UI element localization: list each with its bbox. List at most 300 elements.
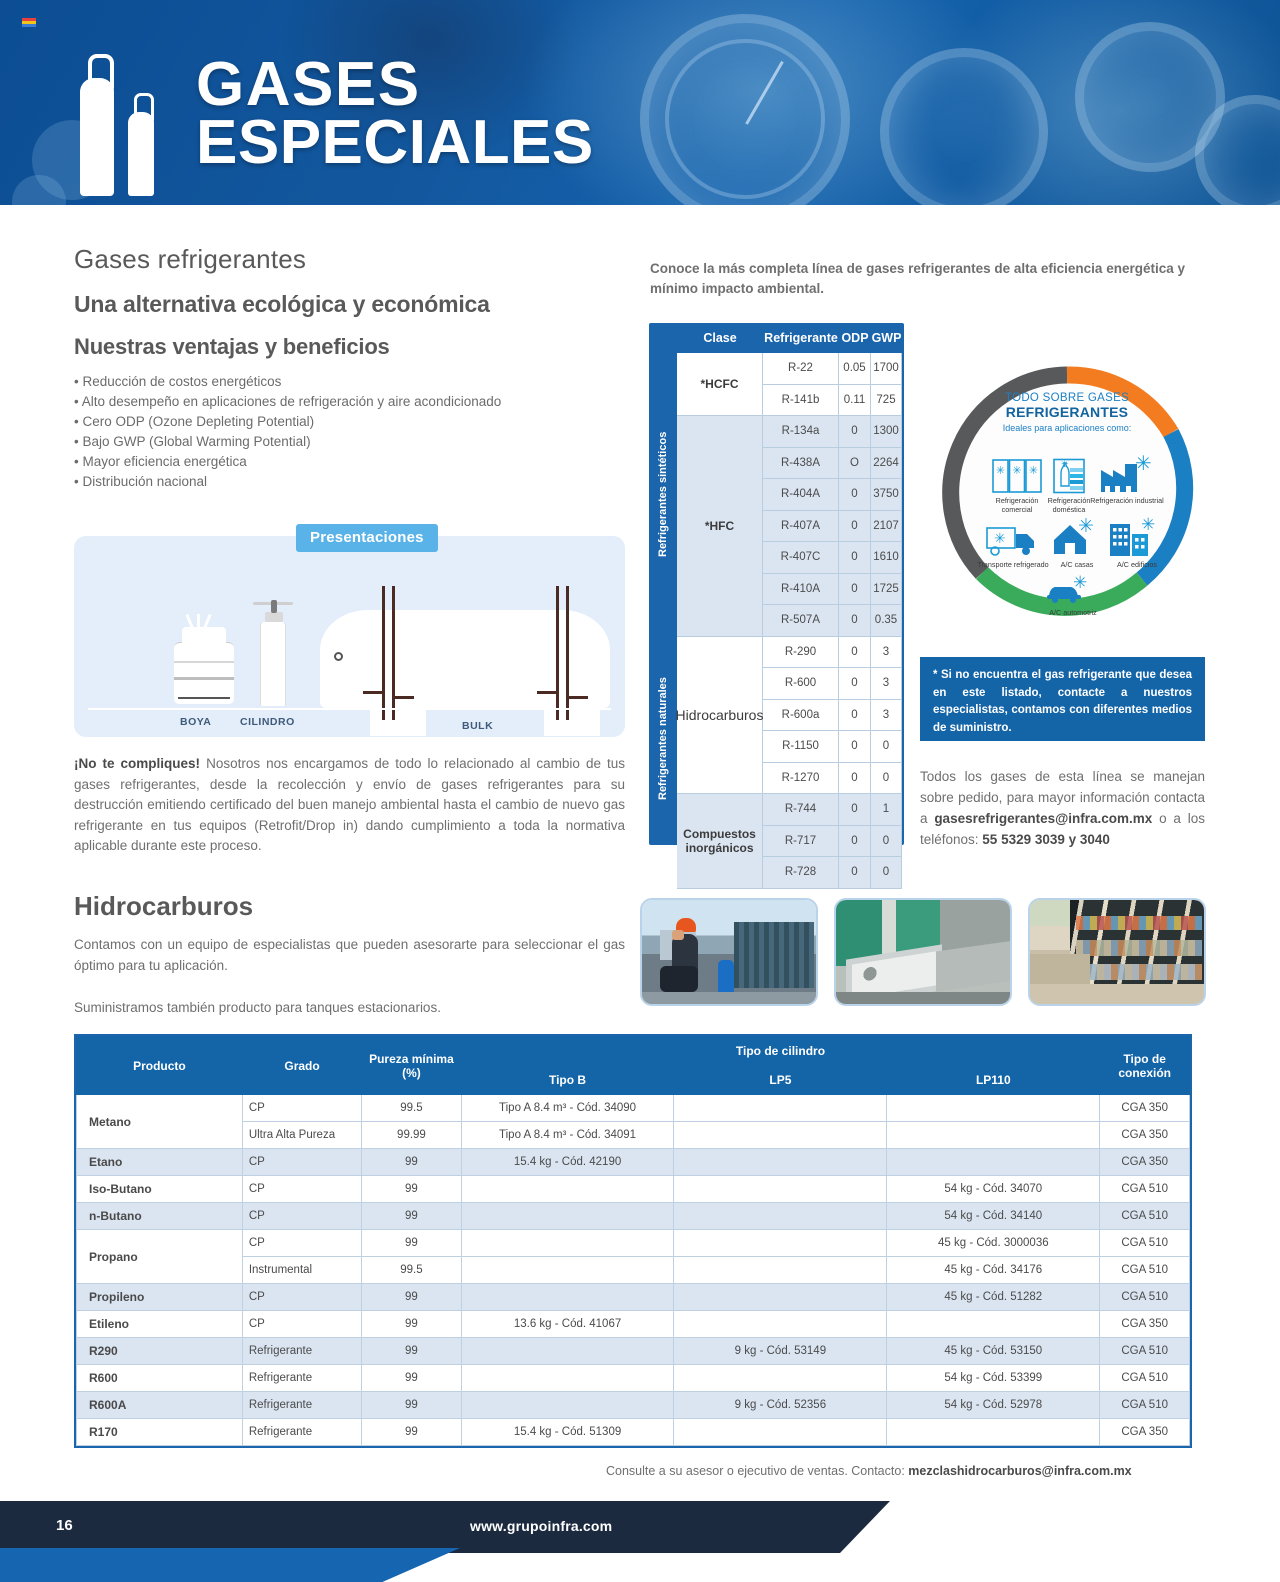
cell-gwp: 1610: [871, 542, 902, 574]
cell-lp110: [887, 1095, 1100, 1122]
cell-tipo-b: 13.6 kg - Cód. 41067: [461, 1311, 674, 1338]
table-row: [763, 511, 902, 543]
cell-gwp: 0: [871, 763, 902, 795]
cell-odp: O: [839, 448, 871, 480]
boya-line: [178, 697, 230, 699]
cell-odp: 0: [839, 574, 871, 606]
cell-grado: CP: [242, 1149, 361, 1176]
cell-gwp: 3: [871, 700, 902, 732]
cell-lp5: [674, 1176, 887, 1203]
cell-odp: 0: [839, 416, 871, 448]
table-row: [763, 385, 902, 417]
infographic-icons: [932, 358, 1202, 628]
header-grado: Grado: [242, 1037, 361, 1095]
cell-lp5: [674, 1311, 887, 1338]
no-te-compliques-bold: ¡No te compliques!: [74, 756, 201, 771]
bulk-leg: [544, 708, 600, 736]
cell-producto: R290: [77, 1338, 243, 1365]
cell-tipo-b: [461, 1284, 674, 1311]
cell-odp: 0: [839, 637, 871, 669]
cell-conexion: CGA 510: [1100, 1284, 1190, 1311]
banner-title-line1: GASES: [196, 50, 421, 119]
benefits-list: [74, 372, 626, 492]
refrigerants-infographic: [932, 358, 1202, 628]
svg-text:✳: ✳: [994, 531, 1006, 547]
footer-website[interactable]: www.grupoinfra.com: [470, 1518, 613, 1534]
car-ac-icon: [1045, 574, 1101, 606]
cell-pureza: 99: [362, 1311, 461, 1338]
cell-grado: CP: [242, 1284, 361, 1311]
table-row: [763, 574, 902, 606]
cell-ref: R-507A: [763, 605, 839, 637]
infographic-caption: A/C casas: [1060, 560, 1094, 569]
products-table-footnote: [606, 1464, 1206, 1478]
table-row: [763, 448, 902, 480]
cell-gwp: 2264: [871, 448, 902, 480]
table-row: [77, 1257, 1190, 1284]
header-lp110: LP110: [887, 1066, 1100, 1095]
cell-producto: Etileno: [77, 1311, 243, 1338]
boya-line: [174, 661, 234, 663]
bulk-pipe: [566, 696, 588, 699]
cell-grado: CP: [242, 1203, 361, 1230]
cell-conexion: CGA 510: [1100, 1392, 1190, 1419]
cell-pureza: 99.99: [362, 1122, 461, 1149]
list-item: • Reducción de costos energéticos: [74, 372, 626, 392]
svg-text:✳: ✳: [995, 464, 1006, 477]
cell-odp: 0: [839, 857, 871, 889]
cell-tipo-b: Tipo A 8.4 m³ - Cód. 34091: [461, 1122, 674, 1149]
cell-lp5: 9 kg - Cód. 53149: [674, 1338, 887, 1365]
table-row: [763, 826, 902, 858]
cell-ref: R-1270: [763, 763, 839, 795]
cell-odp: 0: [839, 479, 871, 511]
bulk-pipe: [392, 586, 395, 720]
contact-email[interactable]: gasesrefrigerantes@infra.com.mx: [934, 811, 1153, 826]
cell-odp: 0: [839, 794, 871, 826]
table-row: [763, 605, 902, 637]
cell-grado: Ultra Alta Pureza: [242, 1122, 361, 1149]
list-item: • Bajo GWP (Global Warming Potential): [74, 432, 626, 452]
cell-pureza: 99: [362, 1284, 461, 1311]
infographic-caption: A/C edificios: [1117, 560, 1157, 569]
infographic-item-industrial: [1090, 454, 1164, 505]
infographic-title-line2: REFRIGERANTES: [1005, 404, 1129, 420]
refrigerants-table-side-labels: [649, 323, 677, 845]
table-row: [763, 353, 902, 385]
cell-conexion: CGA 350: [1100, 1311, 1190, 1338]
boya-valve-icon: [188, 614, 220, 628]
cell-grado: Refrigerante: [242, 1392, 361, 1419]
cell-odp: 0: [839, 731, 871, 763]
refrigerant-class-cell: *HCFC: [677, 353, 763, 416]
cell-odp: 0: [839, 763, 871, 795]
infographic-item-buildings: [1100, 516, 1174, 569]
cell-tipo-b: [461, 1230, 674, 1257]
left-column: [74, 244, 626, 492]
refrigerants-table-header: [677, 325, 902, 353]
cell-gwp: 1300: [871, 416, 902, 448]
label-cilindro: CILINDRO: [240, 716, 295, 728]
footer-bar: [0, 1501, 890, 1553]
cell-gwp: 1725: [871, 574, 902, 606]
bulk-pipe: [363, 691, 385, 694]
cell-lp5: [674, 1419, 887, 1446]
svg-text:✳: ✳: [1135, 454, 1152, 475]
cell-lp110: 45 kg - Cód. 53150: [887, 1338, 1100, 1365]
cell-pureza: 99: [362, 1203, 461, 1230]
table-row: [77, 1203, 1190, 1230]
table-header-row: [77, 1037, 1190, 1066]
cell-lp110: 45 kg - Cód. 34176: [887, 1257, 1100, 1284]
bulk-pipe: [392, 696, 414, 699]
cell-lp110: [887, 1419, 1100, 1446]
cell-conexion: CGA 510: [1100, 1338, 1190, 1365]
note-box: * Si no encuentra el gas refrigerante que desea en este listado, contacte a nuestros especialistas, contamos con diferentes medios de suministro.: [920, 657, 1205, 741]
header-tipo-conexion-line2: conexión: [1118, 1065, 1171, 1080]
pressure-gauge-icon: [640, 14, 850, 205]
cell-conexion: CGA 350: [1100, 1149, 1190, 1176]
header-refrigerante: Refrigerante: [764, 331, 838, 345]
cell-tipo-b: Tipo A 8.4 m³ - Cód. 34090: [461, 1095, 674, 1122]
cell-producto: Etano: [77, 1149, 243, 1176]
table-row: [763, 542, 902, 574]
contact-pre: Todos los gases de esta línea se manejan sobre pedido, para mayor información contacta a: [920, 769, 1205, 826]
cell-conexion: CGA 350: [1100, 1419, 1190, 1446]
table-row: [763, 668, 902, 700]
table-row: [77, 1419, 1190, 1446]
intro-paragraph: Conoce la más completa línea de gases refrigerantes de alta eficiencia energética y mínimo impacto ambiental.: [650, 261, 1185, 296]
cell-odp: 0: [839, 605, 871, 637]
cell-gwp: 0: [871, 826, 902, 858]
cell-conexion: CGA 350: [1100, 1095, 1190, 1122]
page-banner: [0, 0, 1280, 205]
infographic-caption: Refrigeración industrial: [1090, 496, 1164, 505]
label-boya: BOYA: [180, 716, 212, 728]
cell-tipo-b: 15.4 kg - Cód. 42190: [461, 1149, 674, 1176]
factory-icon: [1099, 454, 1155, 494]
cell-ref: R-134a: [763, 416, 839, 448]
table-row: [763, 416, 902, 448]
cell-tipo-b: [461, 1392, 674, 1419]
cell-ref: R-717: [763, 826, 839, 858]
cell-gwp: 0.35: [871, 605, 902, 637]
cell-conexion: CGA 510: [1100, 1176, 1190, 1203]
cell-lp110: 54 kg - Cód. 53399: [887, 1365, 1100, 1392]
infographic-caption: Transporte refrigerado: [977, 560, 1049, 569]
cell-pureza: 99: [362, 1419, 461, 1446]
cell-conexion: CGA 510: [1100, 1230, 1190, 1257]
photo-strip: [638, 898, 1206, 1010]
cell-producto: Iso-Butano: [77, 1176, 243, 1203]
cell-gwp: 0: [871, 857, 902, 889]
cell-lp110: [887, 1311, 1100, 1338]
diagram-floor-line: [88, 708, 611, 710]
cell-pureza: 99: [362, 1392, 461, 1419]
table-row: [763, 479, 902, 511]
cell-ref: R-600a: [763, 700, 839, 732]
photo-technician: [640, 898, 818, 1006]
banner-title-line2: ESPECIALES: [196, 107, 594, 177]
cell-odp: 0.11: [839, 385, 871, 417]
contact-mid: o a los teléfonos:: [920, 811, 1205, 847]
no-te-compliques-paragraph: [74, 754, 625, 857]
cell-lp5: [674, 1122, 887, 1149]
cell-producto: R600A: [77, 1392, 243, 1419]
cell-odp: 0: [839, 700, 871, 732]
cell-gwp: 3: [871, 637, 902, 669]
header-pureza-line2: (%): [402, 1065, 421, 1080]
cell-grado: CP: [242, 1311, 361, 1338]
products-table: [74, 1034, 1192, 1448]
pressure-gauge-icon: [880, 48, 1048, 205]
cell-lp110: [887, 1122, 1100, 1149]
cell-grado: CP: [242, 1230, 361, 1257]
cell-gwp: 3750: [871, 479, 902, 511]
footer-accent-bar: [0, 1548, 460, 1582]
table-row: [763, 731, 902, 763]
cell-grado: CP: [242, 1176, 361, 1203]
header-tipo-cilindro: Tipo de cilindro: [461, 1037, 1100, 1066]
list-item: • Cero ODP (Ozone Depleting Potential): [74, 412, 626, 432]
cell-gwp: 2107: [871, 511, 902, 543]
header-tipo-conexion: [1100, 1037, 1190, 1095]
table-row: [77, 1230, 1190, 1257]
cell-ref: R-407C: [763, 542, 839, 574]
header-clase: Clase: [703, 331, 737, 345]
table-row: [77, 1095, 1190, 1122]
cell-grado: Refrigerante: [242, 1419, 361, 1446]
cell-lp5: [674, 1203, 887, 1230]
cell-ref: R-728: [763, 857, 839, 889]
table-row: [77, 1338, 1190, 1365]
cell-lp110: 45 kg - Cód. 3000036: [887, 1230, 1100, 1257]
page-footer: [0, 1501, 1280, 1556]
cell-pureza: 99: [362, 1176, 461, 1203]
svg-text:✳: ✳: [1061, 460, 1069, 470]
cell-grado: Refrigerante: [242, 1365, 361, 1392]
cell-ref: R-404A: [763, 479, 839, 511]
header-lp5: LP5: [674, 1066, 887, 1095]
bulk-pipe: [537, 691, 559, 694]
side-label-synthetic: Refrigerantes sintéticos: [657, 431, 669, 558]
header-producto: Producto: [77, 1037, 243, 1095]
cell-conexion: CGA 510: [1100, 1365, 1190, 1392]
bulk-pipe: [566, 586, 569, 720]
cell-pureza: 99: [362, 1149, 461, 1176]
table-row: [763, 700, 902, 732]
infographic-subtitle: Ideales para aplicaciones como:: [1002, 423, 1132, 433]
header-tipo-conexion-line1: Tipo de: [1123, 1051, 1166, 1066]
cell-lp5: [674, 1284, 887, 1311]
cell-lp110: [887, 1149, 1100, 1176]
footnote-email[interactable]: mezclashidrocarburos@infra.com.mx: [908, 1464, 1132, 1478]
infographic-caption: A/C automotriz: [1049, 608, 1097, 617]
cell-lp110: 54 kg - Cód. 52978: [887, 1392, 1100, 1419]
cell-producto: Metano: [77, 1095, 243, 1149]
svg-text:✳: ✳: [1012, 464, 1022, 477]
infographic-item-car-ac: [1036, 574, 1110, 617]
table-row: [763, 794, 902, 826]
cell-pureza: 99: [362, 1230, 461, 1257]
cell-lp110: 54 kg - Cód. 34070: [887, 1176, 1100, 1203]
cell-grado: Instrumental: [242, 1257, 361, 1284]
cell-lp5: [674, 1149, 887, 1176]
header-pureza: [362, 1037, 461, 1095]
table-row: [763, 857, 902, 889]
header-odp: ODP: [841, 331, 869, 345]
cell-producto: n-Butano: [77, 1203, 243, 1230]
cell-odp: 0: [839, 511, 871, 543]
infographic-item-transport: [976, 524, 1050, 569]
mexico-flag-icon: [22, 18, 36, 27]
cell-tipo-b: 15.4 kg - Cód. 51309: [461, 1419, 674, 1446]
header-gwp: GWP: [871, 331, 902, 345]
house-ac-icon: [1050, 518, 1104, 558]
refrigerated-truck-icon: [985, 524, 1041, 558]
cell-conexion: CGA 510: [1100, 1203, 1190, 1230]
hidrocarburos-paragraph-2: Suministramos también producto para tanques estacionarios.: [74, 1000, 441, 1015]
cell-ref: R-290: [763, 637, 839, 669]
cell-ref: R-744: [763, 794, 839, 826]
svg-text:✳: ✳: [1028, 464, 1039, 477]
bulk-valve-icon: [334, 652, 343, 661]
products-table-head: [77, 1037, 1190, 1095]
infographic-caption: Refrigeración comercial: [995, 496, 1039, 514]
cell-lp5: [674, 1095, 887, 1122]
label-bulk: BULK: [462, 720, 494, 732]
cell-lp5: [674, 1257, 887, 1284]
cell-pureza: 99.5: [362, 1257, 461, 1284]
cell-ref: R-141b: [763, 385, 839, 417]
svg-text:✳: ✳: [1078, 518, 1094, 537]
photo-supermarket: [1028, 898, 1206, 1006]
svg-text:✳: ✳: [1141, 516, 1156, 535]
cell-grado: CP: [242, 1095, 361, 1122]
office-building-icon: [1108, 516, 1166, 558]
products-table-grid: [76, 1036, 1190, 1446]
cell-gwp: 3: [871, 668, 902, 700]
benefits-heading: Nuestras ventajas y beneficios: [74, 334, 390, 359]
table-row: [77, 1392, 1190, 1419]
cell-odp: 0: [839, 826, 871, 858]
header-pureza-line1: Pureza mínima: [369, 1051, 454, 1066]
cell-pureza: 99: [362, 1338, 461, 1365]
cell-gwp: 0: [871, 731, 902, 763]
infographic-caption: Refrigeración doméstica: [1047, 496, 1091, 514]
list-item: • Distribución nacional: [74, 472, 626, 492]
cell-lp110: 45 kg - Cód. 51282: [887, 1284, 1100, 1311]
cell-tipo-b: [461, 1203, 674, 1230]
table-row: [77, 1176, 1190, 1203]
cell-ref: R-410A: [763, 574, 839, 606]
contact-phones: 55 5329 3039 y 3040: [982, 832, 1110, 847]
footnote-pre: Consulte a su asesor o ejecutivo de ventas. Contacto:: [606, 1464, 909, 1478]
bulk-leg: [370, 708, 426, 736]
subheading: Una alternativa ecológica y económica: [74, 291, 490, 317]
svg-text:✳: ✳: [1073, 574, 1088, 593]
cell-odp: 0.05: [839, 353, 871, 385]
infographic-title-line1: TODO SOBRE GASES: [1004, 392, 1130, 404]
cell-tipo-b: [461, 1176, 674, 1203]
cell-pureza: 99.5: [362, 1095, 461, 1122]
cell-tipo-b: [461, 1365, 674, 1392]
cell-producto: Propano: [77, 1230, 243, 1284]
photo-industrial-unit: [834, 898, 1012, 1006]
cell-producto: Propileno: [77, 1284, 243, 1311]
side-label-natural: Refrigerantes naturales: [657, 677, 669, 800]
cylinder-icon: [260, 622, 286, 706]
boya-tank-icon: [174, 642, 234, 704]
banner-title: [196, 50, 594, 177]
cell-producto: R600: [77, 1365, 243, 1392]
bulk-pipe: [382, 586, 385, 720]
list-item: • Alto desempeño en aplicaciones de refrigeración y aire acondicionado: [74, 392, 626, 412]
presentations-diagram: [74, 524, 625, 737]
cell-lp5: 9 kg - Cód. 52356: [674, 1392, 887, 1419]
cell-lp110: 54 kg - Cód. 34140: [887, 1203, 1100, 1230]
bulk-pipe: [556, 586, 559, 720]
refrigerants-table-body: [675, 353, 902, 879]
cell-gwp: 725: [871, 385, 902, 417]
cell-ref: R-22: [763, 353, 839, 385]
table-row: [763, 763, 902, 795]
refrigerant-class-cell: Hidrocarburos: [677, 637, 763, 795]
contact-paragraph: [920, 766, 1205, 850]
cell-lp5: [674, 1365, 887, 1392]
table-row: [763, 637, 902, 669]
gas-cylinder-icon: [80, 78, 114, 196]
table-row: [77, 1311, 1190, 1338]
gas-cylinder-icon: [128, 112, 154, 196]
cell-odp: 0: [839, 668, 871, 700]
no-te-compliques-rest: Nosotros nos encargamos de todo lo relacionado al cambio de tus gases refrigerantes, desde la recolección y envío de gases refrigerantes para su destrucción emitiendo certificado del buen manejo ambiental hasta el cambio de nuevo gas refrigerante en tus equipos (Retrofit/Drop in) dando cumplimiento a toda la normativa aplicable durante este proceso.: [74, 756, 625, 853]
cell-gwp: 1: [871, 794, 902, 826]
page-title: Gases refrigerantes: [74, 244, 307, 274]
products-table-body: [77, 1095, 1190, 1446]
cell-grado: Refrigerante: [242, 1338, 361, 1365]
cell-conexion: CGA 510: [1100, 1257, 1190, 1284]
refrigerants-table: [649, 323, 904, 879]
cell-tipo-b: [461, 1257, 674, 1284]
page-number: 16: [56, 1517, 73, 1534]
table-row: [77, 1365, 1190, 1392]
hidrocarburos-paragraph-1: Contamos con un equipo de especialistas que pueden asesorarte para seleccionar el gas óptimo para tu aplicación.: [74, 937, 625, 973]
cell-odp: 0: [839, 542, 871, 574]
list-item: • Mayor eficiencia energética: [74, 452, 626, 472]
presentations-tag: Presentaciones: [296, 524, 438, 552]
cell-producto: R170: [77, 1419, 243, 1446]
table-row: [77, 1149, 1190, 1176]
boya-line: [174, 677, 234, 680]
cell-gwp: 1700: [871, 353, 902, 385]
cell-ref: R-407A: [763, 511, 839, 543]
hidrocarburos-heading: Hidrocarburos: [74, 891, 254, 921]
cell-tipo-b: [461, 1338, 674, 1365]
home-fridge-icon: [1047, 458, 1091, 494]
cell-lp5: [674, 1230, 887, 1257]
cell-ref: R-1150: [763, 731, 839, 763]
refrigerant-class-cell: *HFC: [677, 416, 763, 637]
refrigerant-class-cell: Compuestos inorgánicos: [677, 794, 763, 889]
cell-conexion: CGA 350: [1100, 1122, 1190, 1149]
table-row: [77, 1122, 1190, 1149]
cell-ref: R-438A: [763, 448, 839, 480]
cell-ref: R-600: [763, 668, 839, 700]
header-tipo-b: Tipo B: [461, 1066, 674, 1095]
table-row: [77, 1284, 1190, 1311]
cell-pureza: 99: [362, 1365, 461, 1392]
